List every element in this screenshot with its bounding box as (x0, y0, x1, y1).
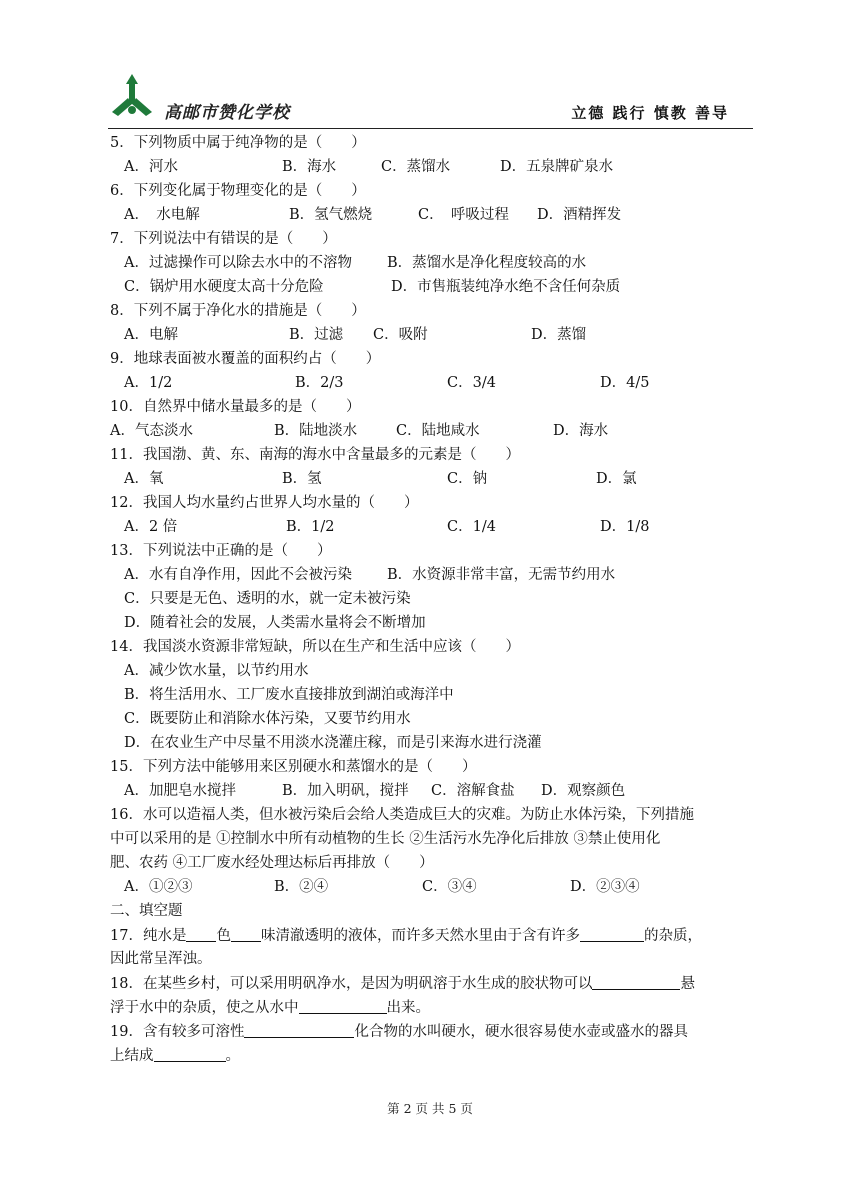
question-15-options (110, 779, 760, 803)
q14-option-b: B．将生活用水、工厂废水直接排放到湖泊或海洋中 (124, 687, 454, 703)
question-10-stem: 10．自然界中储水量最多的是（ ） (110, 399, 361, 415)
q15-option-b: B．加入明矾，搅拌 (282, 783, 409, 799)
question-11-stem: 11．我国渤、黄、东、南海的海水中含量最多的元素是（ ） (110, 447, 520, 463)
question-16-line-2: 中可以采用的是 ①控制水中所有动植物的生长 ②生活污水先净化后排放 ③禁止使用化 (110, 831, 661, 847)
q9-option-a: A．1/2 (124, 375, 173, 391)
q13-option-c: C．只要是无色、透明的水，就一定未被污染 (124, 591, 411, 607)
question-10-options (110, 419, 760, 443)
q17-blank-impurity[interactable] (580, 923, 644, 942)
question-19-line-2 (110, 1043, 760, 1067)
question-15-stem: 15．下列方法中能够用来区别硬水和蒸馏水的是（ ） (110, 759, 477, 775)
q18-text-1: 18．在某些乡村，可以采用明矾净水，是因为明矾溶于水生成的胶状物可以 (110, 976, 593, 992)
question-6-stem: 6．下列变化属于物理变化的是（ ） (110, 183, 366, 199)
q13-option-d: D．随着社会的发展，人类需水量将会不断增加 (124, 615, 426, 631)
q9-option-b: B．2/3 (295, 375, 344, 391)
q19-text-3: 上结成 (110, 1048, 154, 1064)
q15-option-d: D．观察颜色 (541, 783, 626, 799)
q15-option-a: A．加肥皂水搅拌 (124, 783, 236, 799)
q6-option-b: B．氢气燃烧 (289, 207, 373, 223)
question-7-options-ab (110, 251, 760, 275)
q12-option-d: D．1/8 (600, 519, 650, 535)
q8-option-d: D．蒸馏 (531, 327, 587, 343)
q5-option-d: D．五泉牌矿泉水 (500, 159, 614, 175)
question-11-options (110, 467, 760, 491)
question-5-stem: 5．下列物质中属于纯净物的是（ ） (110, 135, 366, 151)
question-8-stem: 8．下列不属于净化水的措施是（ ） (110, 303, 366, 319)
header-divider (108, 128, 753, 129)
question-9-options (110, 371, 760, 395)
q16-option-b: B．②④ (274, 879, 329, 895)
question-14-stem: 14．我国淡水资源非常短缺，所以在生产和生活中应该（ ） (110, 639, 520, 655)
question-13-stem: 13．下列说法中正确的是（ ） (110, 543, 332, 559)
q9-option-c: C．3/4 (447, 375, 496, 391)
q10-option-c: C．陆地咸水 (396, 423, 480, 439)
q5-option-a: A．河水 (124, 159, 178, 175)
school-motto: 立德 践行 慎教 善导 (571, 104, 729, 122)
q7-option-b: B．蒸馏水是净化程度较高的水 (387, 255, 587, 271)
question-16-line-1: 16．水可以造福人类，但水被污染后会给人类造成巨大的灾难。为防止水体污染，下列措施 (110, 807, 694, 823)
q10-option-a: A．气态淡水 (110, 423, 193, 439)
q18-text-2: 悬 (680, 976, 695, 992)
q18-blank-2[interactable] (299, 995, 387, 1014)
q17-blank-color[interactable] (186, 923, 216, 942)
q16-option-c: C．③④ (422, 879, 477, 895)
q17-text-1: 17．纯水是 (110, 928, 187, 944)
q19-text-2: 化合物的水叫硬水，硬水很容易使水壶或盛水的器具 (354, 1024, 688, 1040)
q10-option-d: D．海水 (553, 423, 609, 439)
q17-text-2: 色 (216, 928, 231, 944)
q14-option-a: A．减少饮水量，以节约用水 (124, 663, 309, 679)
q19-blank-2[interactable] (154, 1043, 226, 1062)
question-9-stem: 9．地球表面被水覆盖的面积约占（ ） (110, 351, 381, 367)
q11-option-c: C．钠 (447, 471, 488, 487)
q10-option-b: B．陆地淡水 (274, 423, 358, 439)
question-16-options (110, 875, 760, 899)
question-17-line-1 (110, 923, 760, 947)
q14-option-c: C．既要防止和消除水体污染，又要节约用水 (124, 711, 411, 727)
q6-option-c: C． 呼吸过程 (418, 207, 509, 223)
q11-option-d: D．氯 (596, 471, 637, 487)
q7-option-d: D．市售瓶装纯净水绝不含任何杂质 (391, 279, 621, 295)
q8-option-c: C．吸附 (373, 327, 428, 343)
q8-option-b: B．过滤 (289, 327, 344, 343)
question-7-options-cd (110, 275, 760, 299)
q5-option-c: C．蒸馏水 (381, 159, 451, 175)
q17-blank-taste[interactable] (231, 923, 261, 942)
question-6-options (110, 203, 760, 227)
school-name: 高邮市赞化学校 (164, 103, 290, 123)
page-footer: 第 2 页 共 5 页 (387, 1101, 473, 1116)
question-17-line-2: 因此常呈浑浊。 (110, 951, 212, 967)
school-logo-icon (108, 72, 156, 120)
question-content (110, 131, 760, 1067)
q19-text-1: 19．含有较多可溶性 (110, 1024, 245, 1040)
q9-option-d: D．4/5 (600, 375, 650, 391)
q13-option-b: B．水资源非常丰富，无需节约用水 (387, 567, 616, 583)
q18-text-3: 浮于水中的杂质，使之从水中 (110, 1000, 299, 1016)
q14-option-d: D．在农业生产中尽量不用淡水浇灌庄稼，而是引来海水进行浇灌 (124, 735, 542, 751)
q11-option-a: A．氧 (124, 471, 164, 487)
q7-option-c: C．锅炉用水硬度太高十分危险 (124, 279, 324, 295)
question-8-options (110, 323, 760, 347)
q19-blank-1[interactable] (244, 1019, 354, 1038)
section-2-heading: 二、填空题 (110, 903, 183, 919)
question-5-options (110, 155, 760, 179)
question-18-line-1 (110, 971, 760, 995)
q11-option-b: B．氢 (282, 471, 322, 487)
question-7-stem: 7．下列说法中有错误的是（ ） (110, 231, 337, 247)
page-header (108, 70, 753, 130)
q16-option-d: D．②③④ (570, 879, 640, 895)
question-19-line-1 (110, 1019, 760, 1043)
q7-option-a: A．过滤操作可以除去水中的不溶物 (124, 255, 352, 271)
q18-blank-1[interactable] (592, 971, 680, 990)
q6-option-d: D．酒精挥发 (537, 207, 622, 223)
q17-text-4: 的杂质， (643, 928, 702, 944)
question-18-line-2 (110, 995, 760, 1019)
q13-option-a: A．水有自净作用，因此不会被污染 (124, 567, 352, 583)
q19-text-4: 。 (225, 1048, 240, 1064)
question-13-options-ab (110, 563, 760, 587)
q17-text-3: 味清澈透明的液体，而许多天然水里由于含有许多 (260, 928, 580, 944)
q6-option-a: A． 水电解 (124, 207, 200, 223)
q15-option-c: C．溶解食盐 (431, 783, 515, 799)
q12-option-b: B．1/2 (286, 519, 335, 535)
q8-option-a: A．电解 (124, 327, 178, 343)
q12-option-c: C．1/4 (447, 519, 496, 535)
question-12-options (110, 515, 760, 539)
q5-option-b: B．海水 (282, 159, 337, 175)
question-16-line-3: 肥、农药 ④工厂废水经处理达标后再排放（ ） (110, 855, 434, 871)
q16-option-a: A．①②③ (124, 879, 193, 895)
q12-option-a: A．2 倍 (124, 519, 178, 535)
question-12-stem: 12．我国人均水量约占世界人均水量的（ ） (110, 495, 419, 511)
q18-text-4: 出来。 (386, 1000, 430, 1016)
